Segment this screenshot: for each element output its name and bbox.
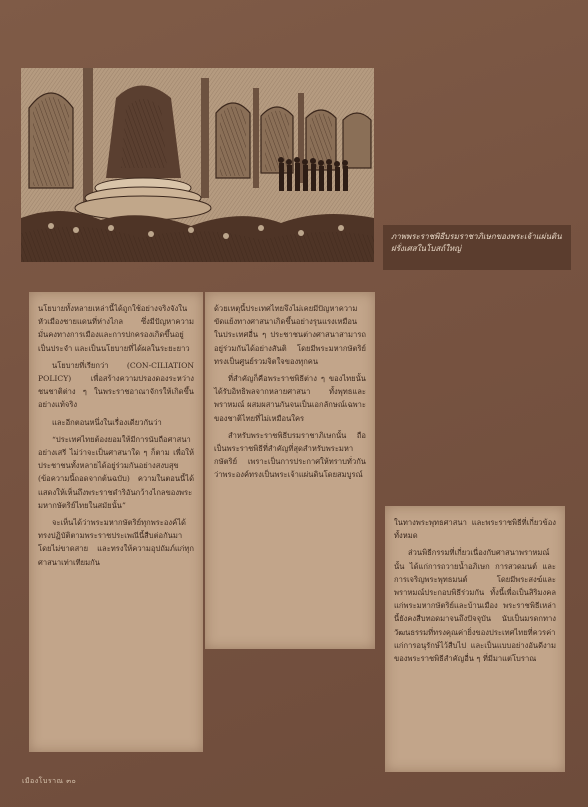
paragraph: ส่วนพิธีกรรมที่เกี่ยวเนื่องกับศาสนาพราหมณ์นั้น ได้แก่การถวายน้ำอภิเษก การสวดมนต์ และการเจริญพระพุทธมนต์ โดยมีพระสงฆ์และพราหมณ์ประกอบพิธีร่วมกัน ทั้งนี้เพื่อเป็นสิริมงคลแก่พระมหากษัตริย์และบ้านเมือง พระราชพิธีเหล่านี้ยังคงสืบทอดมาจนถึงปัจจุบัน นับเป็นมรดกทางวัฒนธรรมที่ทรงคุณค่ายิ่งของประเทศไทยที่ควรค่าแก่การอนุรักษ์ไว้สืบไป และเป็นแบบอย่างอันดีงามของพระราชพิธีสำคัญอื่น ๆ ที่มีมาแต่โบราณ <box>394 548 556 664</box>
paragraph: จะเห็นได้ว่าพระมหากษัตริย์ทุกพระองค์ได้ทรงปฏิบัติตามพระราชประเพณีนี้สืบต่อกันมาโดยไม่ขาดสาย และทรงให้ความอุปถัมภ์แก่ทุกศาสนาเท่าเทียมกัน <box>38 518 194 567</box>
paragraph: “ประเทศไทยต้องยอมให้มีการนับถือศาสนาอย่างเสรี ไม่ว่าจะเป็นศาสนาใด ๆ ก็ตาม เพื่อให้ประชาชนทั้งหลายได้อยู่ร่วมกันอย่างสงบสุข (ข้อความนี้ถอดจากต้นฉบับ) ความในตอนนี้ได้แสดงให้เห็นถึงพระราชดำริอันกว้างไกลของพระมหากษัตริย์ไทยในสมัยนั้น” <box>38 434 194 510</box>
paragraph: ที่สำคัญก็คือพระราชพิธีต่าง ๆ ของไทยนั้นได้รับอิทธิพลจากหลายศาสนา ทั้งพุทธและพราหมณ์ ผสมผสานกันจนเป็นเอกลักษณ์เฉพาะของชาติไทยที่ไม่เหมือนใคร <box>214 374 366 423</box>
paragraph: นโยบายทั้งหลายเหล่านี้ได้ถูกใช้อย่างจริงจังในหัวเมืองชายแดนที่ห่างไกล ซึ่งมีปัญหาความมั่นคงทางการเมืองและการปกครองเกิดขึ้นอยู่เป็นประจำ และเป็นนโยบายที่ได้ผลในระยะยาว <box>38 304 194 353</box>
image-caption <box>383 225 571 270</box>
text-column-2 <box>205 292 375 649</box>
paragraph: และอีกตอนหนึ่งในเรื่องเดียวกันว่า <box>52 417 162 427</box>
paragraph: นโยบายที่เรียกว่า (CON-CILIATION POLICY) เพื่อสร้างความปรองดองระหว่างชนชาติต่าง ๆ ในพระราชอาณาจักรให้เกิดขึ้นอย่างแท้จริง <box>38 360 194 410</box>
caption-text: ภาพพระราชพิธีบรมราชาภิเษกของพระเจ้าแผ่นดินฝรั่งเศสในโบสถ์ใหญ่ <box>391 232 562 253</box>
paragraph: สำหรับพระราชพิธีบรมราชาภิเษกนั้น ถือเป็นพระราชพิธีที่สำคัญที่สุดสำหรับพระมหากษัตริย์ เพราะเป็นการประกาศให้ทราบทั่วกันว่าพระองค์ทรงเป็นพระเจ้าแผ่นดินโดยสมบูรณ์ <box>214 430 366 480</box>
text-column-1 <box>29 292 203 752</box>
text-column-3 <box>385 506 565 772</box>
page-folio: เมืองโบราณ ๓๐ <box>22 777 77 785</box>
coronation-engraving <box>21 68 374 262</box>
paragraph: ด้วยเหตุนี้ประเทศไทยจึงไม่เคยมีปัญหาความขัดแย้งทางศาสนาเกิดขึ้นอย่างรุนแรงเหมือนในประเทศอื่น ๆ ประชาชนต่างศาสนาสามารถอยู่ร่วมกันได้อย่างสันติ โดยมีพระมหากษัตริย์ทรงเป็นศูนย์รวมจิตใจของทุกคน <box>214 304 366 366</box>
paragraph: ในทางพระพุทธศาสนา และพระราชพิธีที่เกี่ยวข้องทั้งหมด <box>394 518 556 541</box>
